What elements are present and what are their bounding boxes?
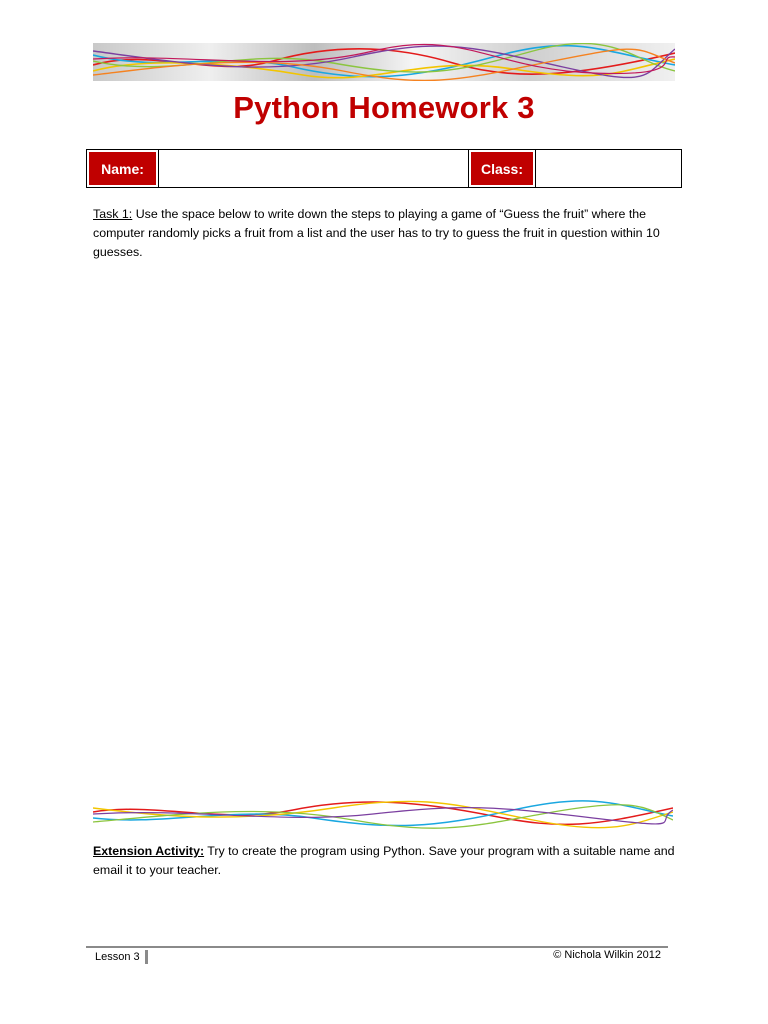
name-label: Name: xyxy=(87,150,158,187)
task-1-instructions xyxy=(93,205,673,262)
class-field[interactable] xyxy=(535,150,681,187)
footer-rule xyxy=(86,946,668,948)
footer-copyright: © Nichola Wilkin 2012 xyxy=(553,949,661,961)
task-1-text: Use the space below to write down the steps to playing a game of “Guess the fruit” where the computer randomly picks a fruit from a list and the user has to try to guess the fruit in question within 10 guesses. xyxy=(93,207,660,259)
task-1-label: Task 1: xyxy=(93,207,133,221)
class-label: Class: xyxy=(469,150,535,187)
wavy-lines-graphic xyxy=(93,43,675,81)
name-class-table xyxy=(86,149,682,188)
page-title: Python Homework 3 xyxy=(233,90,535,125)
extension-label: Extension Activity: xyxy=(93,844,205,858)
footer-lesson: Lesson 3 xyxy=(95,951,140,963)
header-banner-image xyxy=(93,43,675,81)
divider-wave-image xyxy=(93,800,673,830)
footer-separator xyxy=(145,950,148,964)
wavy-divider-graphic xyxy=(93,800,673,830)
name-field[interactable] xyxy=(158,150,469,187)
extension-text: Try to create the program using Python. Save your program with a suitable name and email it to your teacher. xyxy=(93,844,675,877)
extension-activity xyxy=(93,842,683,880)
